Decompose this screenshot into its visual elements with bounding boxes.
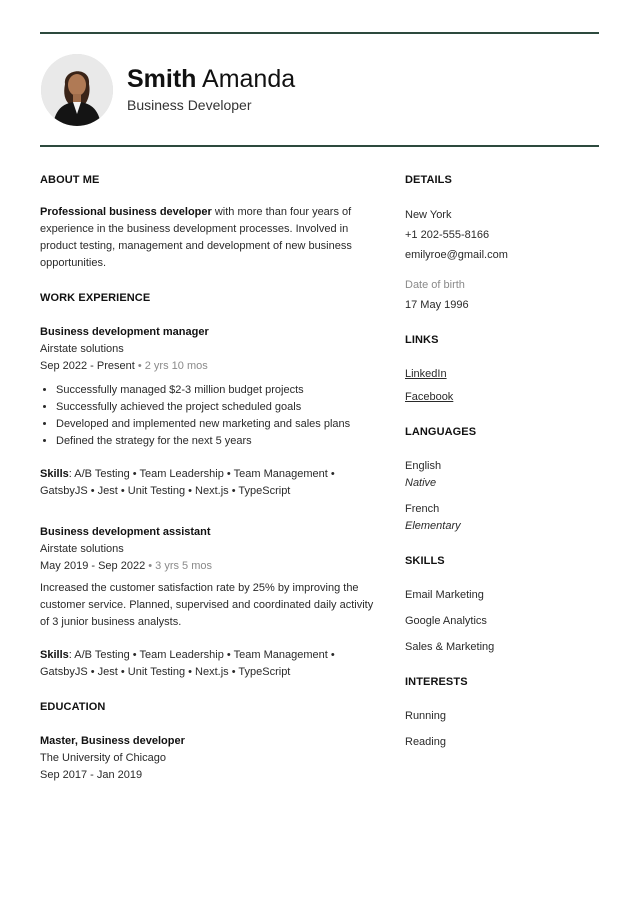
job-dates <box>40 558 380 575</box>
job-skills <box>40 466 380 500</box>
list-item: • Developed and implemented new marketing and sales plans <box>56 416 380 433</box>
avatar <box>41 54 113 126</box>
job-company: Airstate solutions <box>40 543 124 555</box>
education-dates: Sep 2017 - Jan 2019 <box>40 769 143 781</box>
skills-heading: SKILLS <box>405 555 445 567</box>
list-item: • Successfully managed $2-3 million budget projects <box>56 382 380 399</box>
languages-heading: LANGUAGES <box>405 426 477 438</box>
link-row <box>405 366 600 383</box>
job-description: Increased the customer satisfaction rate by 25% by improving the customer service. Planned, supervised and coordinated daily activity of 3 junior business analysts. <box>40 582 374 628</box>
job-duration: • 2 yrs 10 mos <box>134 360 208 372</box>
job-duration: • 3 yrs 5 mos <box>145 560 212 572</box>
linkedin-link[interactable]: LinkedIn <box>405 368 447 380</box>
skills-list: : A/B Testing • Team Leadership • Team Management • GatsbyJS • Jest • Unit Testing • Next.js • TypeScript <box>40 468 335 497</box>
about-heading: ABOUT ME <box>40 174 100 186</box>
language-name: French <box>405 503 440 515</box>
work-heading: WORK EXPERIENCE <box>40 292 151 304</box>
profile-photo-icon <box>41 54 113 126</box>
dob-label: Date of birth <box>405 279 465 291</box>
main-column <box>40 168 380 784</box>
job-title: Business development assistant <box>40 526 211 538</box>
interest-item: Running <box>405 710 446 722</box>
top-divider <box>40 32 599 34</box>
interests-heading: INTERESTS <box>405 676 468 688</box>
facebook-link[interactable]: Facebook <box>405 391 454 403</box>
about-text <box>40 204 380 272</box>
education-entry <box>40 733 380 784</box>
language-name: English <box>405 460 442 472</box>
about-lead: Professional business developer <box>40 206 212 218</box>
education-heading: EDUCATION <box>40 701 106 713</box>
email: emilyroe@gmail.com <box>405 249 508 261</box>
job-date-range: May 2019 - Sep 2022 <box>40 560 146 572</box>
skills-label: Skills <box>40 468 69 480</box>
details-heading: DETAILS <box>405 174 452 186</box>
skill-item: Email Marketing <box>405 589 484 601</box>
language-level: Elementary <box>405 520 461 532</box>
first-name: Smith <box>127 65 197 93</box>
last-name: Amanda <box>202 65 296 93</box>
side-column <box>405 168 600 751</box>
job-entry <box>40 524 380 681</box>
links-heading: LINKS <box>405 334 439 346</box>
job-company: Airstate solutions <box>40 343 124 355</box>
list-item: • Successfully achieved the project scheduled goals <box>56 399 380 416</box>
degree: Master, Business developer <box>40 735 185 747</box>
job-date-range: Sep 2022 - Present <box>40 360 135 372</box>
job-entry <box>40 324 380 500</box>
header-divider <box>40 145 599 147</box>
job-dates <box>40 358 380 375</box>
dob: 17 May 1996 <box>405 299 469 311</box>
about-body: with more than four years of experience in the business development processes. Involved in product testing, management and development of new business opportunities. <box>40 206 352 269</box>
skill-item: Sales & Marketing <box>405 641 495 653</box>
link-row <box>405 389 600 406</box>
city: New York <box>405 209 452 221</box>
phone: +1 202-555-8166 <box>405 229 490 241</box>
candidate-name <box>127 64 295 94</box>
job-role: Business Developer <box>127 97 252 113</box>
school: The University of Chicago <box>40 752 166 764</box>
skills-list: : A/B Testing • Team Leadership • Team Management • GatsbyJS • Jest • Unit Testing • Next.js • TypeScript <box>40 649 335 678</box>
interest-item: Reading <box>405 736 446 748</box>
language-level: Native <box>405 477 437 489</box>
job-skills <box>40 647 380 681</box>
list-item: • Defined the strategy for the next 5 years <box>56 433 380 450</box>
job-title: Business development manager <box>40 326 209 338</box>
skill-item: Google Analytics <box>405 615 487 627</box>
job-achievements <box>40 382 380 450</box>
skills-label: Skills <box>40 649 69 661</box>
